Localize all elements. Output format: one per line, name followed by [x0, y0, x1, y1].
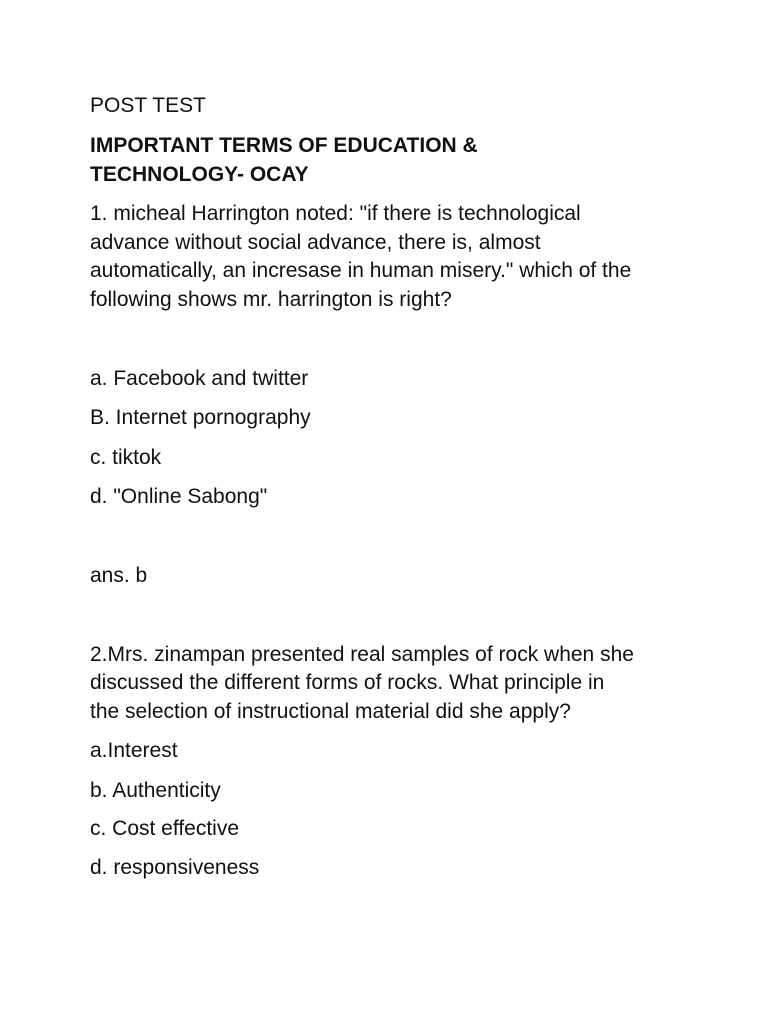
document-title-line-2: TECHNOLOGY- OCAY	[90, 163, 309, 186]
question-2-line-1: 2.Mrs. zinampan presented real samples of rock when she	[90, 643, 634, 666]
question-1-line-3: automatically, an incresase in human misery." which of the	[90, 259, 632, 282]
question-2-option-c: c. Cost effective	[90, 817, 240, 840]
question-2-option-a: a.Interest	[90, 739, 178, 762]
question-1-option-d: d. "Online Sabong"	[90, 485, 268, 508]
question-1-option-a: a. Facebook and twitter	[90, 367, 309, 390]
question-1-answer: ans. b	[90, 564, 148, 587]
question-2-option-d: d. responsiveness	[90, 856, 260, 879]
question-1-line-1: 1. micheal Harrington noted: "if there is technological	[90, 202, 581, 225]
post-test-label: POST TEST	[90, 94, 206, 117]
question-2-line-2: discussed the different forms of rocks. What principle in	[90, 671, 605, 694]
question-2-line-3: the selection of instructional material did she apply?	[90, 700, 571, 723]
question-1-line-2: advance without social advance, there is, almost	[90, 231, 541, 254]
question-1-option-b: B. Internet pornography	[90, 406, 311, 429]
question-1-line-4: following shows mr. harrington is right?	[90, 288, 452, 311]
question-2-option-b: b. Authenticity	[90, 779, 221, 802]
question-1-option-c: c. tiktok	[90, 446, 162, 469]
document-title-line-1: IMPORTANT TERMS OF EDUCATION &	[90, 134, 478, 157]
